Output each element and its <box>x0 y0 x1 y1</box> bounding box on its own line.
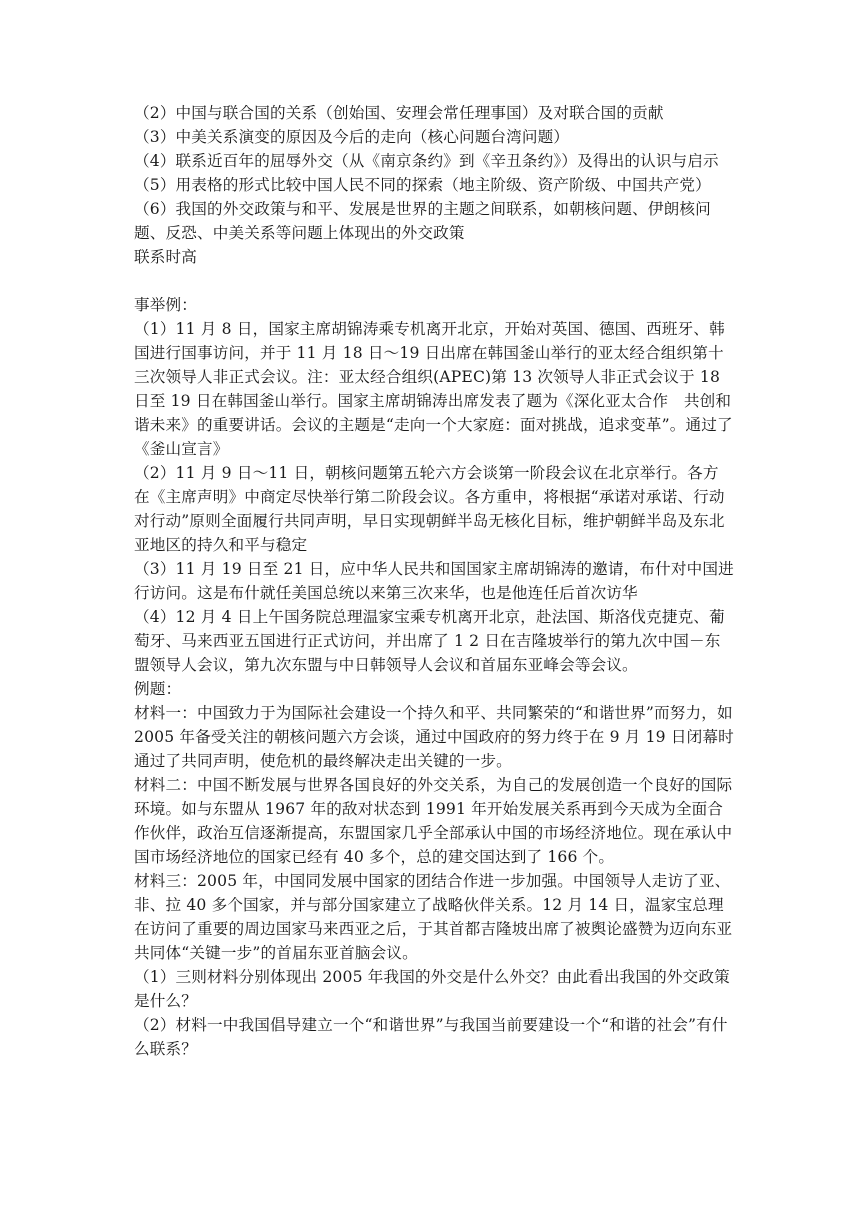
blank-line <box>134 269 734 293</box>
example-item-3: （3）11 月 19 日至 21 日，应中华人民共和国国家主席胡锦涛的邀请，布什对中国进行访问。这是布什就任美国总统以来第三次来华，也是他连任后首次访华 <box>134 560 734 602</box>
example-item-2: （2）11 月 9 日～11 日，朝核问题第五轮六方会谈第一阶段会议在北京举行。各方在《主席声明》中商定尽快举行第二阶段会议。各方重申，将根据“承诺对承诺、行动对行动”原则全面履行共同声明，早日实现朝鲜半岛无核化目标，维护朝鲜半岛及东北亚地区的持久和平与稳定 <box>134 464 725 554</box>
paragraph-item-2: （2）中国与联合国的关系（创始国、安理会常任理事国）及对联合国的贡献 <box>134 104 664 122</box>
example-item-1: （1）11 月 8 日，国家主席胡锦涛乘专机离开北京，开始对英国、德国、西班牙、韩国进行国事访问，并于 11 月 18 日～19 日出席在韩国釜山举行的亚太经合组织第十三次领导人非正式会议。注：亚太经合组织(APEC)第 13 次领导人非正式会议于 18 日至 19 日在韩国釜山举行。国家主席胡锦涛出席发表了题为《深化亚太合作 共创和谐未来》的重要讲话。会议的主题是“走向一个大家庭：面对挑战，追求变革”。通过了《釜山宣言》 <box>134 320 733 458</box>
question-1: （1）三则材料分别体现出 2005 年我国的外交是什么外交？由此看出我国的外交政策是什么？ <box>134 968 730 1010</box>
material-2: 材料二：中国不断发展与世界各国良好的外交关系，为自己的发展创造一个良好的国际环境。如与东盟从 1967 年的敌对状态到 1991 年开始发展关系再到今天成为全面合作伙伴，政治互信逐渐提高，东盟国家几乎全部承认中国的市场经济地位。现在承认中国市场经济地位的国家已经有 40 多个，总的建交国达到了 166 个。 <box>134 776 733 866</box>
document-body <box>134 101 738 1061</box>
paragraph-link-note: 联系时高 <box>134 248 197 266</box>
paragraph-item-4: （4）联系近百年的屈辱外交（从《南京条约》到《辛丑条约》）及得出的认识与启示 <box>134 152 719 170</box>
example-item-4: （4）12 月 4 日上午国务院总理温家宝乘专机离开北京，赴法国、斯洛伐克捷克、葡萄牙、马来西亚五国进行正式访问，并出席了 1 2 日在吉隆坡举行的第九次中国－东盟领导人会议，第九次东盟与中日韩领导人会议和首届东亚峰会等会议。 <box>134 608 725 674</box>
paragraph-item-3: （3）中美关系演变的原因及今后的走向（核心问题台湾问题） <box>134 128 570 146</box>
material-1: 材料一：中国致力于为国际社会建设一个持久和平、共同繁荣的“和谐世界”而努力，如 2005 年备受关注的朝核问题六方会谈，通过中国政府的努力终于在 9 月 19 日闭幕时通过了共同声明，使危机的最终解决走出关键的一步。 <box>134 704 738 770</box>
section-heading-exercise: 例题： <box>134 680 182 698</box>
material-3: 材料三：2005 年，中国同发展中国家的团结合作进一步加强。中国领导人走访了亚、非、拉 40 多个国家，并与部分国家建立了战略伙伴关系。12 月 14 日，温家宝总理在访问了重要的周边国家马来西亚之后，于其首都吉隆坡出席了被舆论盛赞为迈向东亚共同体“关键一步”的首届东亚首脑会议。 <box>134 872 733 962</box>
paragraph-item-6: （6）我国的外交政策与和平、发展是世界的主题之间联系，如朝核问题、伊朗核问题、反恐、中美关系等问题上体现出的外交政策 <box>134 200 711 242</box>
paragraph-item-5: （5）用表格的形式比较中国人民不同的探索（地主阶级、资产阶级、中国共产党） <box>134 176 711 194</box>
section-heading-examples: 事举例： <box>134 296 197 314</box>
question-2: （2）材料一中我国倡导建立一个“和谐世界”与我国当前要建设一个“和谐的社会”有什么联系？ <box>134 1016 728 1058</box>
